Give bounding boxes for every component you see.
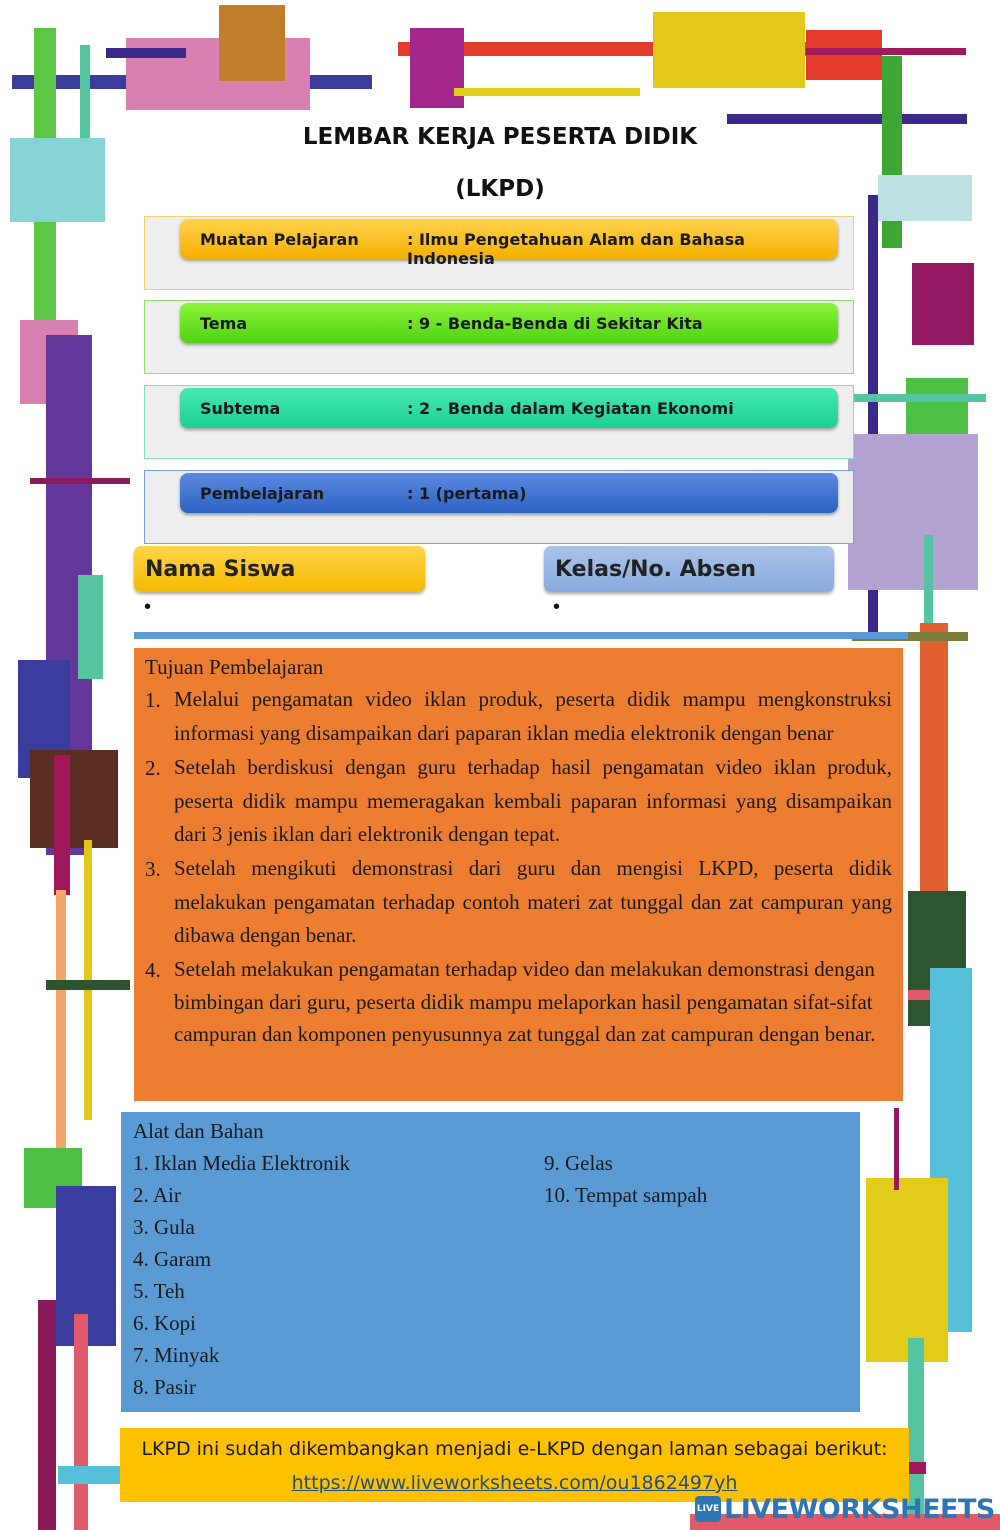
elkpd-note-text: LKPD ini sudah dikembangkan menjadi e-LKPD dengan laman sebagai berikut:	[141, 1438, 888, 1460]
material-item: 1. Iklan Media Elektronik	[133, 1151, 350, 1175]
material-item: 9. Gelas	[544, 1151, 613, 1175]
decor-rect	[912, 263, 974, 345]
objective-number: 2.	[145, 756, 161, 780]
material-item: 7. Minyak	[133, 1343, 220, 1367]
objective-text: Setelah berdiskusi dengan guru terhadap hasil pengamatan video iklan produk, peserta didik mampu memeragakan kembali paparan informasi yang disampaikan dari 3 jenis iklan dari elektronik dengan tepat.	[174, 755, 892, 846]
materials-panel	[121, 1112, 860, 1412]
material-item: 2. Air	[133, 1183, 181, 1207]
decor-rect	[454, 88, 640, 96]
objective-number: 3.	[145, 857, 161, 881]
decor-rect	[866, 1178, 948, 1362]
info-label: Muatan Pelajaran	[200, 230, 359, 249]
info-value: : 1 (pertama)	[407, 484, 527, 503]
decor-rect	[906, 1462, 926, 1474]
decor-rect	[894, 1108, 899, 1190]
info-label: Subtema	[200, 399, 281, 418]
decor-rect	[74, 1314, 88, 1530]
decor-rect	[46, 980, 130, 990]
decor-rect	[38, 1300, 56, 1530]
decor-rect	[219, 5, 285, 81]
info-bar-subtheme	[180, 388, 838, 428]
objectives-panel	[134, 648, 903, 1101]
decor-rect	[852, 394, 986, 402]
decor-rect	[56, 890, 66, 1160]
objective-number: 1.	[145, 688, 161, 712]
info-bar-lesson	[180, 473, 838, 513]
info-value: : Ilmu Pengetahuan Alam dan Bahasa Indonesia	[407, 230, 745, 268]
objective-text: Setelah melakukan pengamatan terhadap video dan melakukan demonstrasi dengan bimbingan dari guru, peserta didik mampu melaporkan hasil pengamatan sifat-sifat campuran dan komponen penyusunnya zat tunggal dan zat campuran dengan benar.	[174, 957, 876, 1046]
decor-rect	[653, 12, 805, 88]
material-item: 3. Gula	[133, 1215, 195, 1239]
decor-rect	[727, 114, 967, 124]
decor-rect	[806, 48, 966, 55]
objective-text: Melalui pengamatan video iklan produk, peserta didik mampu mengkonstruksi informasi yang disampaikan dari paparan iklan media elektronik dengan benar	[174, 687, 892, 745]
decor-rect	[848, 434, 978, 590]
page-title: LEMBAR KERJA PESERTA DIDIK	[302, 124, 698, 150]
info-bar-subject	[180, 219, 838, 268]
material-item: 5. Teh	[133, 1279, 185, 1303]
material-item: 6. Kopi	[133, 1311, 196, 1335]
materials-heading: Alat dan Bahan	[133, 1119, 264, 1143]
decor-rect	[78, 575, 103, 679]
info-bar-theme	[180, 303, 838, 343]
info-value: : 2 - Benda dalam Kegiatan Ekonomi	[407, 399, 734, 418]
objective-text: Setelah mengikuti demonstrasi dari guru dan mengisi LKPD, peserta didik melakukan pengamatan terhadap contoh materi zat tunggal dan zat campuran yang dibawa dengan benar.	[174, 856, 892, 947]
decor-rect	[106, 48, 186, 58]
elkpd-link[interactable]: https://www.liveworksheets.com/ou1862497yh	[291, 1472, 738, 1494]
info-label: Tema	[200, 314, 248, 333]
divider	[134, 632, 908, 639]
decor-rect	[806, 30, 882, 80]
objective-number: 4.	[145, 958, 161, 982]
objectives-heading: Tujuan Pembelajaran	[145, 655, 324, 679]
material-item: 10. Tempat sampah	[544, 1183, 708, 1207]
student-class-bullet: •	[553, 596, 561, 618]
student-name-bullet: •	[144, 596, 152, 618]
info-label: Pembelajaran	[200, 484, 325, 503]
decor-rect	[908, 990, 930, 1000]
elkpd-note	[120, 1428, 909, 1502]
decor-rect	[30, 478, 130, 484]
material-item: 4. Garam	[133, 1247, 212, 1271]
student-class-tag	[544, 546, 834, 592]
decor-rect	[30, 750, 118, 848]
page-subtitle: (LKPD)	[455, 176, 545, 202]
decor-rect	[410, 28, 464, 108]
liveworksheets-logo	[695, 1493, 995, 1525]
decor-rect	[54, 755, 70, 895]
liveworksheets-icon: LIVE	[695, 1496, 721, 1522]
decor-rect	[58, 1466, 120, 1484]
student-name-label: Nama Siswa	[145, 557, 296, 582]
material-item: 8. Pasir	[133, 1375, 196, 1399]
student-name-tag	[134, 546, 425, 592]
student-class-label: Kelas/No. Absen	[555, 557, 757, 582]
liveworksheets-wordmark: LIVEWORKSHEETS	[724, 1493, 995, 1525]
info-value: : 9 - Benda-Benda di Sekitar Kita	[407, 314, 703, 333]
decor-rect	[920, 623, 948, 923]
